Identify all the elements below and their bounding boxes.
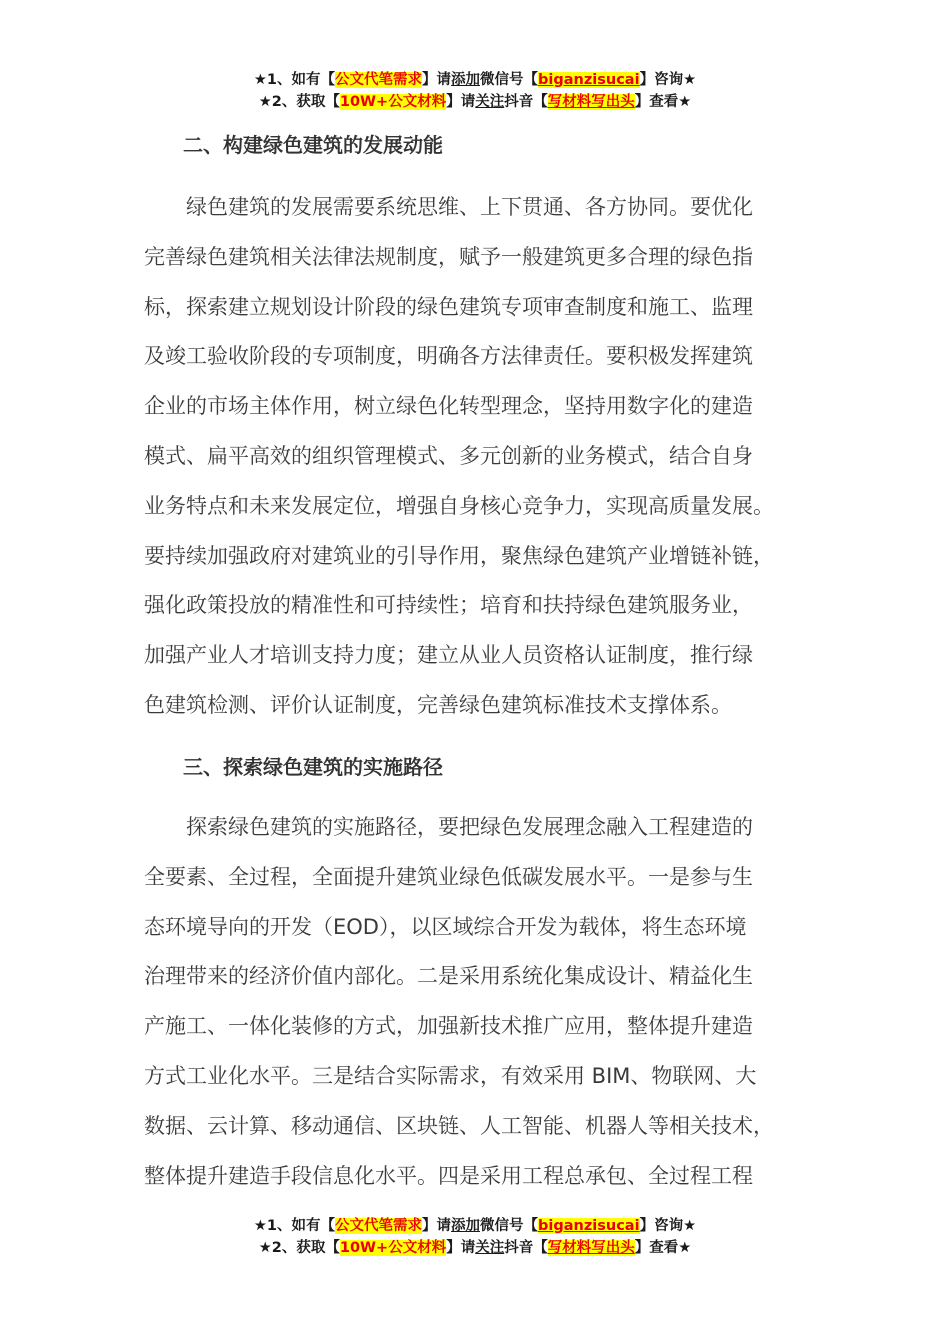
paragraph-line: 完善绿色建筑相关法律法规制度，赋予一般建筑更多合理的绿色指 [144, 244, 753, 269]
paragraph-line: 整体提升建造手段信息化水平。四是采用工程总承包、全过程工程 [144, 1163, 753, 1188]
promo-text: ★2、获取【 [258, 94, 340, 110]
promo-highlight: 公文代笔需求 [335, 1218, 423, 1234]
section-3-paragraph [144, 803, 834, 1201]
promo-text: 】查看★ [634, 94, 692, 110]
paragraph-line: 产施工、一体化装修的方式，加强新技术推广应用，整体提升建造 [144, 1014, 753, 1039]
promo-line-2 [0, 1237, 950, 1259]
promo-text: 】请 [422, 1218, 452, 1234]
paragraph-line: 标，探索建立规划设计阶段的绿色建筑专项审查制度和施工、监理 [144, 294, 753, 319]
top-promo-banner [0, 69, 950, 113]
promo-highlight: 公文代笔需求 [335, 72, 423, 88]
paragraph-line: 绿色建筑的发展需要系统思维、上下贯通、各方协同。要优化 [144, 195, 753, 219]
promo-highlight: 10W+公文材料 [339, 1240, 447, 1256]
promo-underlined: 添加 [451, 1218, 481, 1234]
promo-text: ★1、如有【 [253, 72, 336, 88]
promo-text: 微信号【 [480, 72, 539, 88]
paragraph-line: 模式、扁平高效的组织管理模式、多元创新的业务模式，结合自身 [144, 443, 753, 468]
promo-line-1 [0, 1215, 950, 1237]
paragraph-line: 及竣工验收阶段的专项制度，明确各方法律责任。要积极发挥建筑 [144, 344, 753, 369]
promo-text: 抖音【 [504, 1240, 548, 1256]
promo-line-2 [0, 91, 950, 113]
paragraph-line: 业务特点和未来发展定位，增强自身核心竞争力，实现高质量发展。 [144, 493, 774, 518]
paragraph-line: 态环境导向的开发（EOD），以区域综合开发为载体，将生态环境 [144, 914, 747, 939]
paragraph-line: 方式工业化水平。三是结合实际需求，有效采用 BIM、物联网、大 [144, 1063, 757, 1088]
promo-text: 】咨询★ [639, 72, 697, 88]
paragraph-line: 要持续加强政府对建筑业的引导作用，聚焦绿色建筑产业增链补链， [144, 543, 774, 568]
paragraph-line: 数据、云计算、移动通信、区块链、人工智能、机器人等相关技术， [144, 1113, 774, 1138]
section-2-paragraph [144, 183, 834, 731]
promo-text: ★1、如有【 [253, 1218, 336, 1234]
paragraph-line: 全要素、全过程，全面提升建筑业绿色低碳发展水平。一是参与生 [144, 864, 753, 889]
promo-highlight: 10W+公文材料 [339, 94, 447, 110]
promo-line-1 [0, 69, 950, 91]
paragraph-line: 探索绿色建筑的实施路径，要把绿色发展理念融入工程建造的 [144, 815, 753, 839]
promo-douyin-id: 写材料写出头 [547, 94, 635, 110]
promo-underlined: 关注 [475, 1240, 505, 1256]
promo-wechat-id: biganzisucai [538, 72, 640, 88]
promo-text: 】请 [446, 94, 476, 110]
paragraph-line: 色建筑检测、评价认证制度，完善绿色建筑标准技术支撑体系。 [144, 692, 732, 717]
promo-text: 】查看★ [634, 1240, 692, 1256]
promo-text: ★2、获取【 [258, 1240, 340, 1256]
promo-underlined: 关注 [475, 94, 505, 110]
section-2-heading: 二、构建绿色建筑的发展动能 [183, 133, 443, 157]
paragraph-line: 强化政策投放的精准性和可持续性；培育和扶持绿色建筑服务业， [144, 593, 753, 618]
promo-douyin-id: 写材料写出头 [547, 1240, 635, 1256]
section-3-heading: 三、探索绿色建筑的实施路径 [183, 755, 443, 779]
promo-text: 】请 [446, 1240, 476, 1256]
promo-text: 】请 [422, 72, 452, 88]
bottom-promo-banner [0, 1215, 950, 1259]
paragraph-line: 治理带来的经济价值内部化。二是采用系统化集成设计、精益化生 [144, 964, 753, 989]
promo-wechat-id: biganzisucai [538, 1218, 640, 1234]
promo-text: 微信号【 [480, 1218, 539, 1234]
paragraph-line: 企业的市场主体作用，树立绿色化转型理念，坚持用数字化的建造 [144, 394, 753, 419]
paragraph-line: 加强产业人才培训支持力度；建立从业人员资格认证制度，推行绿 [144, 643, 753, 668]
promo-text: 】咨询★ [639, 1218, 697, 1234]
promo-text: 抖音【 [504, 94, 548, 110]
promo-underlined: 添加 [451, 72, 481, 88]
